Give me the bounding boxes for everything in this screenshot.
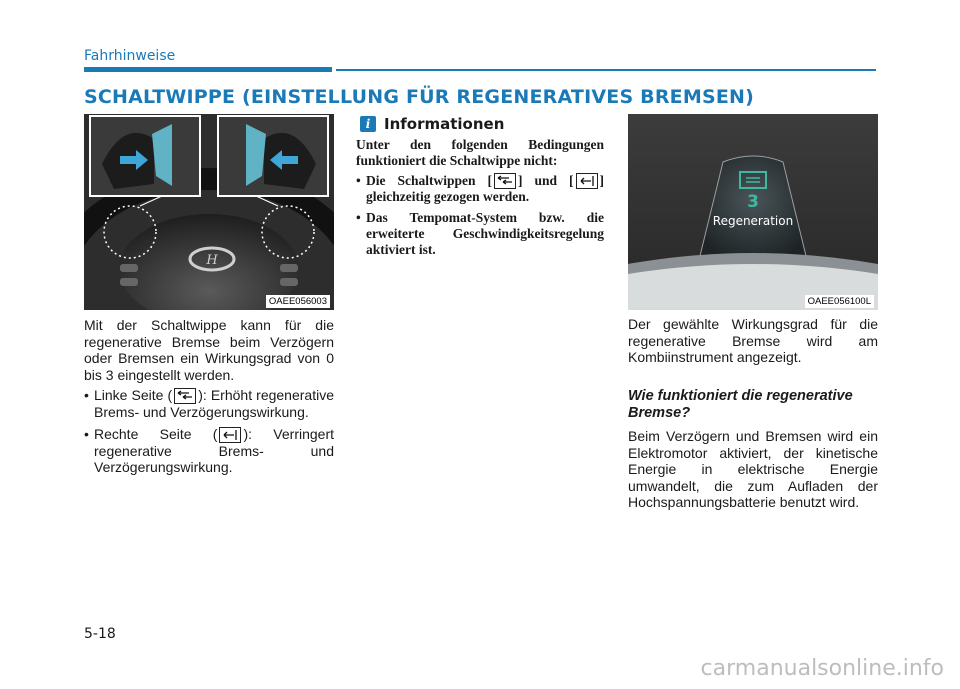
bullet-text-before: Rechte Seite ( <box>94 425 218 442</box>
paddle-function-list <box>84 387 334 476</box>
info-paragraph: Unter den folgenden Bedingungen funktioniert die Schaltwippe nicht: <box>356 137 604 168</box>
section-label: Fahrhinweise <box>84 48 176 64</box>
right-paddle-icon <box>576 173 598 189</box>
watermark: carmanualsonline.info <box>700 656 944 681</box>
svg-text:H: H <box>206 253 218 268</box>
steering-wheel-photo <box>84 114 334 310</box>
subheading: Wie funktioniert die regenerative Bremse? <box>628 388 853 421</box>
photo-caption: OAEE056100L <box>805 295 874 308</box>
steering-wheel-illustration <box>84 114 334 310</box>
right-text-bottom: Beim Verzögern und Bremsen wird ein Elektromotor aktiviert, der kinetische Energie in elektrische Energie umwandelt, die zum Aufladen der Hochspannungsbatterie benutzt wird. <box>628 428 878 510</box>
info-header <box>360 115 504 133</box>
header-rule-thin <box>336 69 876 71</box>
intro-paragraph: Mit der Schaltwippe kann für die regenerative Bremse beim Verzögern oder Bremsen ein Wirkungsgrad von 0 bis 3 eingestellt werden. <box>84 317 334 383</box>
cluster-level-value: 3 <box>747 192 759 212</box>
cluster-illustration <box>628 114 878 310</box>
cluster-regeneration-label: Regeneration <box>712 214 794 228</box>
list-item <box>84 426 334 476</box>
page-number: 5-18 <box>84 626 116 642</box>
info-text-before: Die Schaltwippen [ <box>366 173 492 188</box>
bullet-text-before: Linke Seite ( <box>94 387 173 403</box>
right-paddle-icon <box>219 427 241 443</box>
right-text-top: Der gewählte Wirkungsgrad für die regenerative Bremse wird am Kombiinstrument angezeigt. <box>628 316 878 365</box>
list-item <box>84 387 334 421</box>
info-condition-list <box>356 173 604 258</box>
left-paddle-icon <box>174 388 196 404</box>
left-column-text <box>84 317 334 481</box>
bullet-text-after: ): Erhöht regenerative Brems- und Verzögerungswirkung. <box>94 387 334 420</box>
bullet-text-after: ): Verringert regenerative Brems- und Verzögerungswirkung. <box>94 425 335 475</box>
info-text-mid: ] und [ <box>518 173 574 188</box>
info-title: Informationen <box>384 115 505 133</box>
info-body <box>356 137 604 263</box>
header-rule-thick <box>84 67 332 72</box>
info-text-after: ] gleichzeitig gezogen werden. <box>366 173 604 204</box>
list-item <box>356 173 604 205</box>
left-paddle-icon <box>494 173 516 189</box>
page-title: SCHALTWIPPE (EINSTELLUNG FÜR REGENERATIVES BREMSEN) <box>84 86 754 108</box>
list-item: • Das Tempomat-System bzw. die erweiterte Geschwindigkeitsregelung aktiviert ist. <box>356 210 604 258</box>
photo-caption: OAEE056003 <box>266 295 330 308</box>
cluster-photo <box>628 114 878 310</box>
info-icon: i <box>360 116 376 132</box>
